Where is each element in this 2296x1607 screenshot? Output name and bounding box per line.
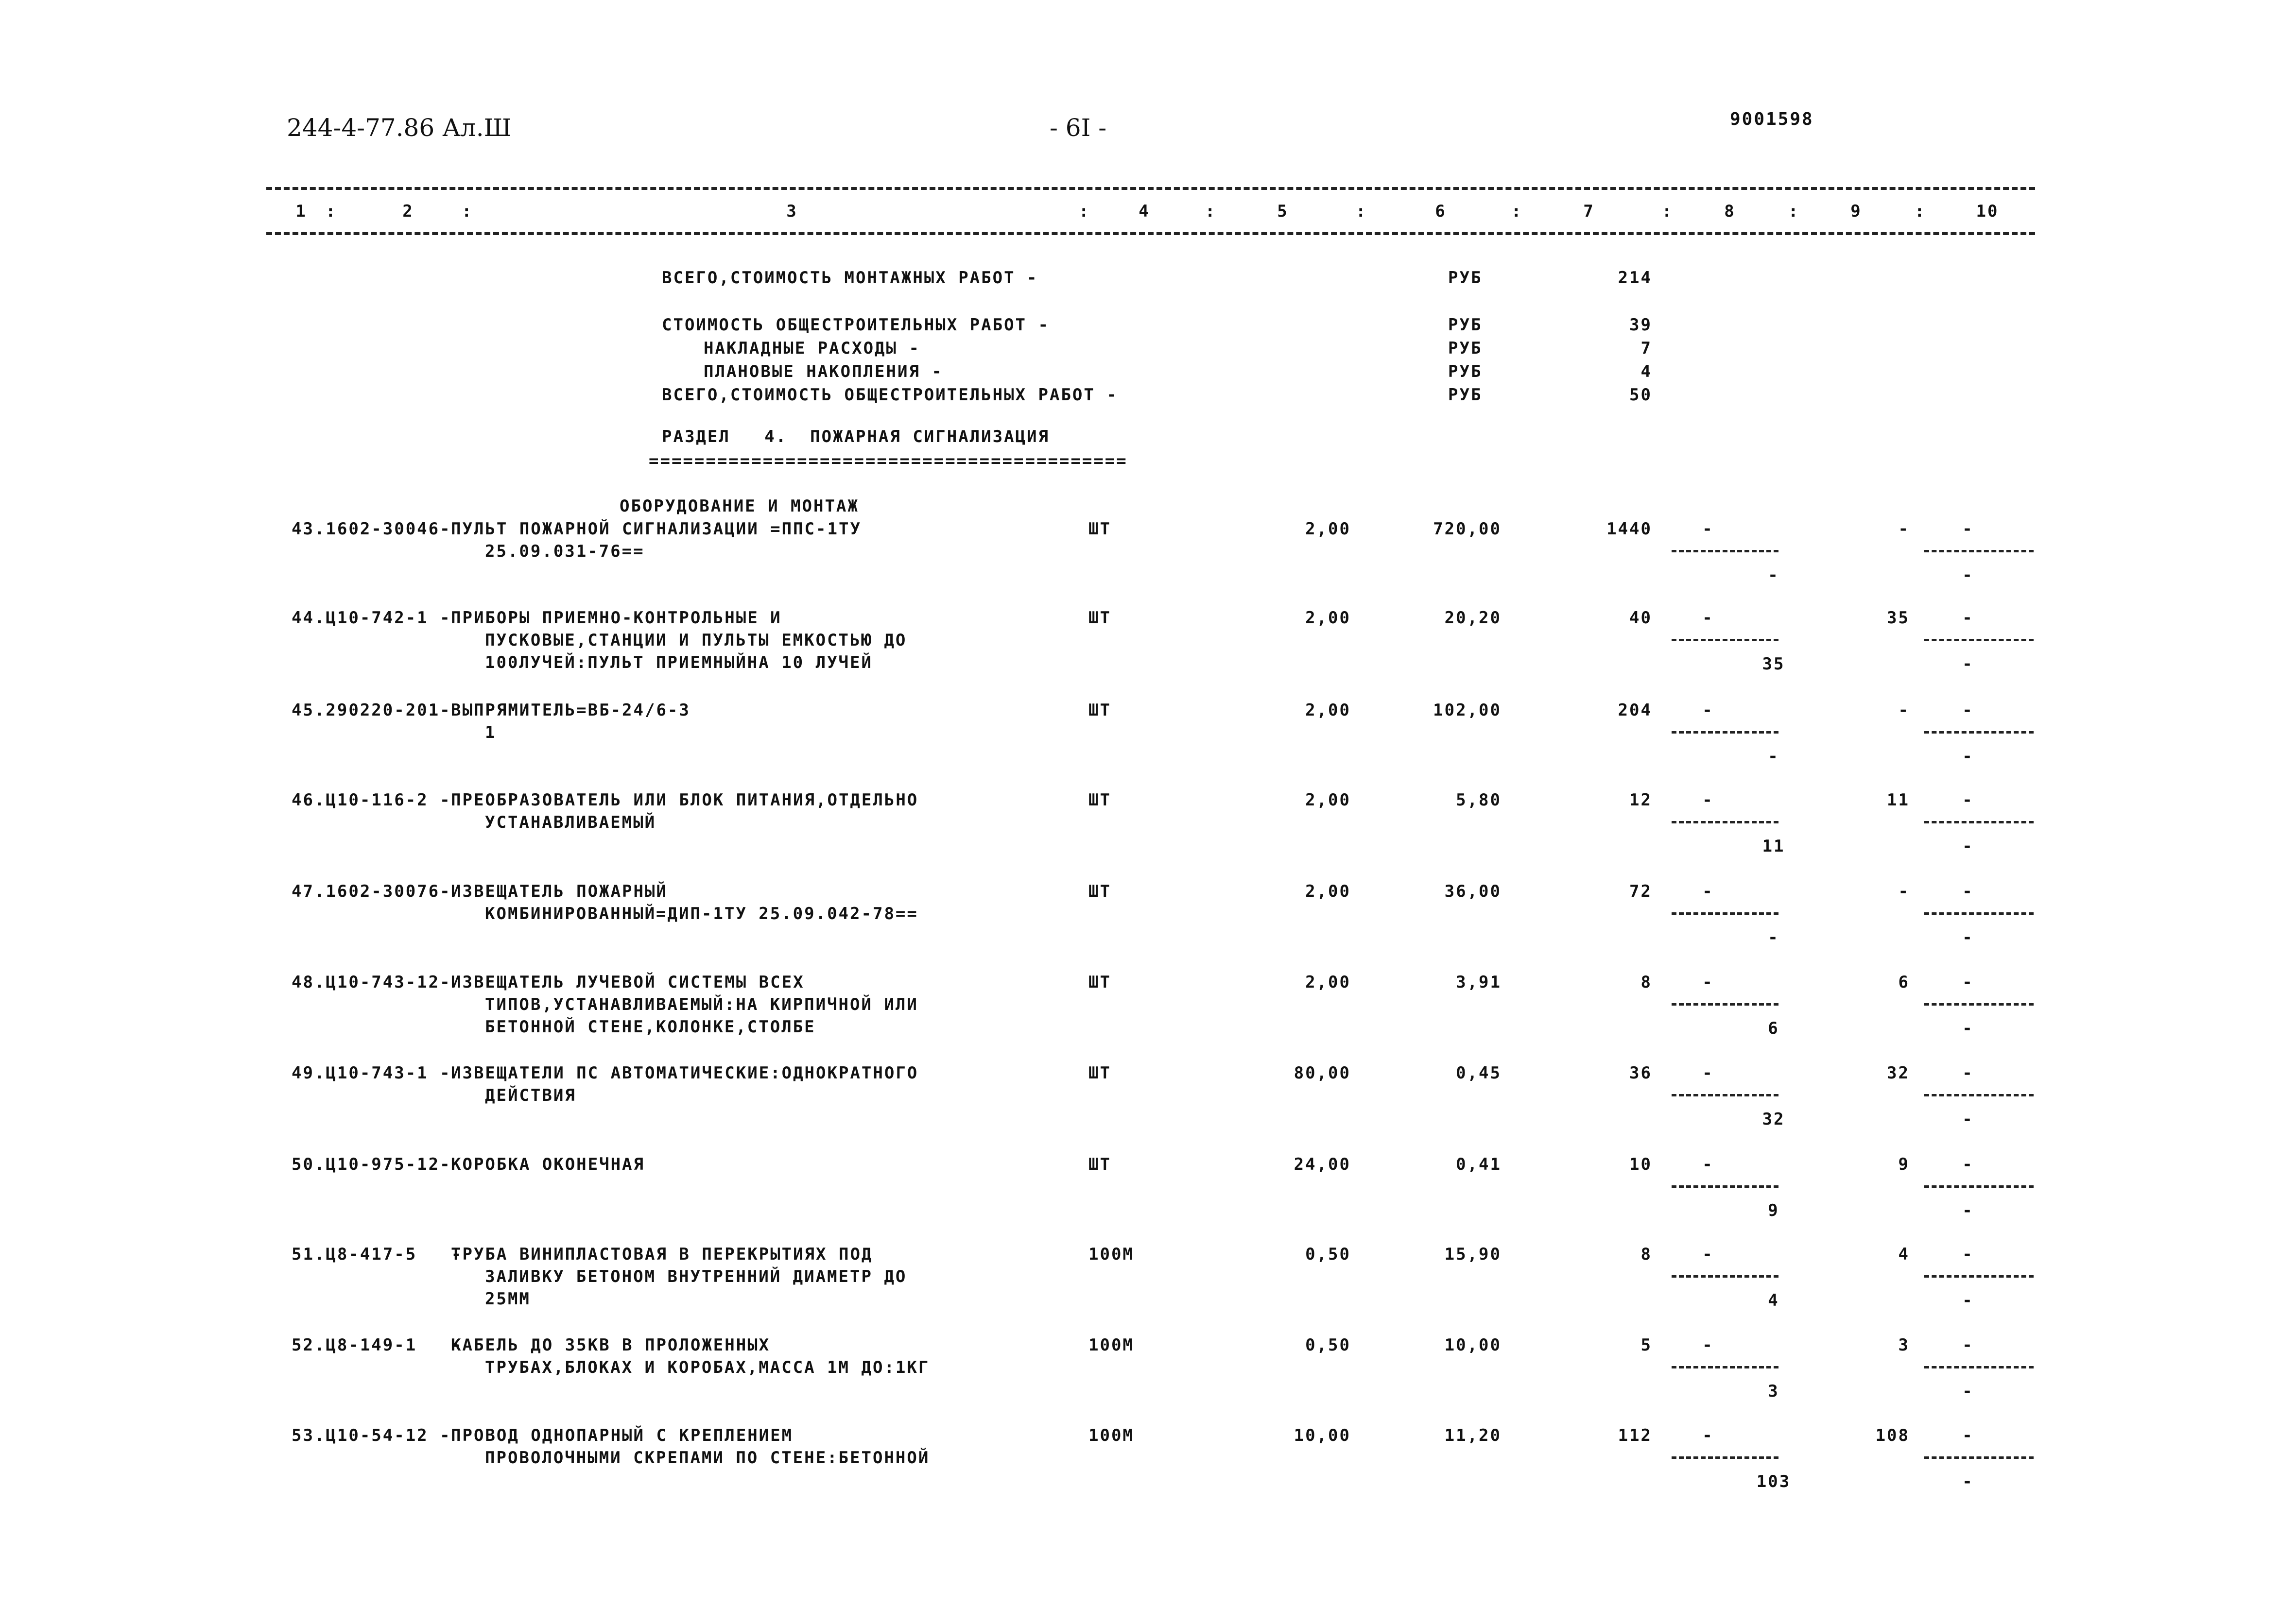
row-quantity: 24,00	[1294, 1155, 1351, 1174]
row-col10-subvalue: -	[1962, 837, 1974, 856]
row-col10-divider	[1924, 731, 2034, 734]
row-code: 47.1602-30076-	[292, 882, 451, 901]
row-description-line: ИЗВЕЩАТЕЛЬ ЛУЧЕВОЙ СИСТЕМЫ ВСЕХ	[451, 973, 805, 992]
column-separator: :	[1662, 202, 1674, 221]
row-col10-subvalue: -	[1962, 565, 1974, 585]
summary-value: 4	[1640, 362, 1652, 381]
row-col10-value: -	[1962, 701, 1974, 720]
row-unit: ШТ	[1088, 1155, 1111, 1174]
column-header-2: 2	[402, 202, 414, 221]
document-code: 244-4-77.86 Ал.Ш	[287, 114, 512, 142]
row-col8-divider	[1672, 1366, 1778, 1368]
row-code: 43.1602-30046-	[292, 519, 451, 539]
row-col8-divider	[1672, 1094, 1778, 1096]
column-separator: :	[1915, 202, 1926, 221]
page-number: - 6I -	[1050, 114, 1107, 142]
row-col10-value: -	[1962, 1063, 1974, 1083]
row-col10-divider	[1924, 639, 2034, 641]
row-col10-subvalue: -	[1962, 1110, 1974, 1129]
row-description-line: ДЕЙСТВИЯ	[485, 1086, 576, 1105]
row-col10-value: -	[1962, 1155, 1974, 1174]
row-col9-value: 11	[1887, 790, 1910, 810]
column-separator: :	[1205, 202, 1217, 221]
row-col10-subvalue: -	[1962, 747, 1974, 766]
row-col10-value: -	[1962, 973, 1974, 992]
row-col8-divider	[1672, 731, 1778, 734]
column-header-7: 7	[1583, 202, 1595, 221]
row-code: 44.Ц10-742-1 -	[292, 608, 451, 628]
row-description-line: 100ЛУЧЕЙ:ПУЛЬТ ПРИЕМНЫЙНА 10 ЛУЧЕЙ	[485, 653, 873, 672]
row-unit: ШТ	[1088, 882, 1111, 901]
row-quantity: 0,50	[1305, 1335, 1351, 1355]
row-total: 8	[1640, 973, 1652, 992]
row-description-line: ПРЕОБРАЗОВАТЕЛЬ ИЛИ БЛОК ПИТАНИЯ,ОТДЕЛЬНО	[451, 790, 919, 810]
row-col9-value: 9	[1898, 1155, 1910, 1174]
row-col8-divider	[1672, 1003, 1778, 1006]
row-code: 51.Ц8-417-5 -	[292, 1245, 463, 1264]
row-description-line: 25.09.031-76==	[485, 542, 645, 561]
summary-unit: РУБ	[1448, 315, 1483, 335]
row-col9-value: 108	[1875, 1426, 1910, 1445]
summary-label: ВСЕГО,СТОИМОСТЬ МОНТАЖНЫХ РАБОТ -	[662, 268, 1038, 288]
row-col10-value: -	[1962, 1335, 1974, 1355]
row-quantity: 10,00	[1294, 1426, 1351, 1445]
row-col8-subvalue: 103	[1756, 1472, 1791, 1491]
summary-value: 39	[1629, 315, 1652, 335]
column-separator: :	[462, 202, 473, 221]
row-quantity: 2,00	[1305, 608, 1351, 628]
column-header-6: 6	[1435, 202, 1447, 221]
row-unit: 100М	[1088, 1426, 1134, 1445]
row-col10-divider	[1924, 821, 2034, 823]
row-unit: ШТ	[1088, 608, 1111, 628]
column-separator: :	[326, 202, 337, 221]
row-col8-divider	[1672, 1456, 1778, 1459]
row-unit: ШТ	[1088, 519, 1111, 539]
row-col8-value: -	[1702, 1063, 1714, 1083]
row-unit-price: 3,91	[1456, 973, 1502, 992]
row-col10-divider	[1924, 1366, 2034, 1368]
column-separator: :	[1079, 202, 1090, 221]
row-col9-value: -	[1898, 519, 1910, 539]
row-code: 48.Ц10-743-12-	[292, 973, 451, 992]
row-col8-value: -	[1702, 973, 1714, 992]
row-quantity: 2,00	[1305, 882, 1351, 901]
row-unit-price: 36,00	[1444, 882, 1502, 901]
row-col8-divider	[1672, 912, 1778, 915]
row-col10-divider	[1924, 550, 2034, 552]
row-col10-subvalue: -	[1962, 928, 1974, 947]
column-header-10: 10	[1976, 202, 1999, 221]
summary-value: 50	[1629, 385, 1652, 405]
column-header-4: 4	[1139, 202, 1150, 221]
row-description-line: УСТАНАВЛИВАЕМЫЙ	[485, 813, 656, 832]
row-col8-subvalue: 6	[1768, 1019, 1779, 1038]
row-total: 12	[1629, 790, 1652, 810]
row-unit: ШТ	[1088, 1063, 1111, 1083]
section-underline: ==========================================	[649, 451, 1128, 471]
row-description-line: ЗАЛИВКУ БЕТОНОМ ВНУТРЕННИЙ ДИАМЕТР ДО	[485, 1267, 907, 1286]
row-col8-subvalue: -	[1768, 747, 1779, 766]
summary-value: 214	[1618, 268, 1652, 288]
row-col10-divider	[1924, 1003, 2034, 1006]
row-col8-subvalue: 32	[1762, 1110, 1785, 1129]
row-col8-divider	[1672, 1275, 1778, 1278]
row-col8-subvalue: -	[1768, 565, 1779, 585]
row-col10-divider	[1924, 1185, 2034, 1188]
row-col8-value: -	[1702, 1426, 1714, 1445]
row-col8-value: -	[1702, 1155, 1714, 1174]
row-total: 204	[1618, 701, 1652, 720]
row-description-line: КАБЕЛЬ ДО 35КВ В ПРОЛОЖЕННЫХ	[451, 1335, 771, 1355]
row-col10-value: -	[1962, 1245, 1974, 1264]
row-col10-divider	[1924, 1456, 2034, 1459]
summary-label: СТОИМОСТЬ ОБЩЕСТРОИТЕЛЬНЫХ РАБОТ -	[662, 315, 1050, 335]
row-col8-value: -	[1702, 882, 1714, 901]
row-description-line: ПУЛЬТ ПОЖАРНОЙ СИГНАЛИЗАЦИИ =ППС-1ТУ	[451, 519, 862, 539]
summary-unit: РУБ	[1448, 339, 1483, 358]
row-col8-subvalue: 11	[1762, 837, 1785, 856]
summary-unit: РУБ	[1448, 362, 1483, 381]
row-description-line: 1	[485, 723, 497, 742]
row-col10-subvalue: -	[1962, 1019, 1974, 1038]
row-unit: 100М	[1088, 1335, 1134, 1355]
row-col9-value: 4	[1898, 1245, 1910, 1264]
row-description-line: КОРОБКА ОКОНЕЧНАЯ	[451, 1155, 645, 1174]
column-separator: :	[1788, 202, 1800, 221]
row-col10-divider	[1924, 912, 2034, 915]
row-col8-value: -	[1702, 519, 1714, 539]
row-total: 112	[1618, 1426, 1652, 1445]
table-header-rule	[266, 232, 2035, 235]
summary-label: НАКЛАДНЫЕ РАСХОДЫ -	[704, 339, 920, 358]
column-header-9: 9	[1850, 202, 1862, 221]
row-description-line: 25ММ	[485, 1289, 531, 1309]
column-header-8: 8	[1724, 202, 1736, 221]
row-col9-value: 3	[1898, 1335, 1910, 1355]
row-col10-subvalue: -	[1962, 1201, 1974, 1220]
row-unit-price: 102,00	[1433, 701, 1502, 720]
row-col8-subvalue: 3	[1768, 1382, 1779, 1401]
row-code: 46.Ц10-116-2 -	[292, 790, 451, 810]
section-subtitle: ОБОРУДОВАНИЕ И МОНТАЖ	[620, 496, 859, 516]
row-description-line: БЕТОННОЙ СТЕНЕ,КОЛОНКЕ,СТОЛБЕ	[485, 1017, 816, 1037]
row-col8-value: -	[1702, 790, 1714, 810]
column-separator: :	[1356, 202, 1367, 221]
row-col10-value: -	[1962, 519, 1974, 539]
row-description-line: ИЗВЕЩАТЕЛИ ПС АВТОМАТИЧЕСКИЕ:ОДНОКРАТНОГО	[451, 1063, 919, 1083]
row-col10-divider	[1924, 1094, 2034, 1096]
row-col8-divider	[1672, 1185, 1778, 1188]
row-description-line: ТРУБАХ,БЛОКАХ И КОРОБАХ,МАССА 1М ДО:1КГ	[485, 1358, 930, 1377]
row-col10-value: -	[1962, 882, 1974, 901]
row-col10-subvalue: -	[1962, 1382, 1974, 1401]
row-col10-subvalue: -	[1962, 1472, 1974, 1491]
row-total: 40	[1629, 608, 1652, 628]
row-col9-value: 35	[1887, 608, 1910, 628]
summary-unit: РУБ	[1448, 268, 1483, 288]
row-description-line: ИЗВЕЩАТЕЛЬ ПОЖАРНЫЙ	[451, 882, 668, 901]
row-col8-subvalue: 4	[1768, 1291, 1779, 1310]
row-col8-value: -	[1702, 1335, 1714, 1355]
column-header-3: 3	[786, 202, 798, 221]
row-unit-price: 0,41	[1456, 1155, 1502, 1174]
row-total: 5	[1640, 1335, 1652, 1355]
summary-unit: РУБ	[1448, 385, 1483, 405]
row-total: 1440	[1606, 519, 1652, 539]
row-total: 8	[1640, 1245, 1652, 1264]
row-unit-price: 10,00	[1444, 1335, 1502, 1355]
row-code: 50.Ц10-975-12-	[292, 1155, 451, 1174]
row-description-line: ПРОВОЛОЧНЫМИ СКРЕПАМИ ПО СТЕНЕ:БЕТОННОЙ	[485, 1448, 930, 1468]
row-col10-subvalue: -	[1962, 1291, 1974, 1310]
row-col8-subvalue: 35	[1762, 654, 1785, 674]
row-description-line: КОМБИНИРОВАННЫЙ=ДИП-1ТУ 25.09.042-78==	[485, 904, 918, 923]
row-unit-price: 720,00	[1433, 519, 1502, 539]
row-quantity: 80,00	[1294, 1063, 1351, 1083]
row-col8-divider	[1672, 639, 1778, 641]
summary-label: ВСЕГО,СТОИМОСТЬ ОБЩЕСТРОИТЕЛЬНЫХ РАБОТ -	[662, 385, 1118, 405]
row-quantity: 2,00	[1305, 701, 1351, 720]
row-total: 36	[1629, 1063, 1652, 1083]
row-code: 45.290220-201-	[292, 701, 451, 720]
row-code: 49.Ц10-743-1 -	[292, 1063, 451, 1083]
row-col9-value: 32	[1887, 1063, 1910, 1083]
row-description-line: ТРУБА ВИНИПЛАСТОВАЯ В ПЕРЕКРЫТИЯХ ПОД	[451, 1245, 873, 1264]
row-total: 72	[1629, 882, 1652, 901]
row-col8-subvalue: 9	[1768, 1201, 1779, 1220]
row-code: 52.Ц8-149-1 -	[292, 1335, 463, 1355]
row-unit: ШТ	[1088, 973, 1111, 992]
column-header-5: 5	[1277, 202, 1289, 221]
row-col10-divider	[1924, 1275, 2034, 1278]
row-col8-divider	[1672, 550, 1778, 552]
row-col10-value: -	[1962, 608, 1974, 628]
row-total: 10	[1629, 1155, 1652, 1174]
row-col8-value: -	[1702, 1245, 1714, 1264]
table-top-rule	[266, 187, 2035, 190]
row-unit: ШТ	[1088, 701, 1111, 720]
summary-label: ПЛАНОВЫЕ НАКОПЛЕНИЯ -	[704, 362, 943, 381]
row-unit: ШТ	[1088, 790, 1111, 810]
row-description-line: ПРИБОРЫ ПРИЕМНО-КОНТРОЛЬНЫЕ И	[451, 608, 782, 628]
row-unit-price: 5,80	[1456, 790, 1502, 810]
row-quantity: 2,00	[1305, 790, 1351, 810]
archive-stamp-number: 9001598	[1730, 109, 1814, 129]
row-quantity: 2,00	[1305, 519, 1351, 539]
row-unit-price: 0,45	[1456, 1063, 1502, 1083]
row-unit-price: 20,20	[1444, 608, 1502, 628]
row-quantity: 0,50	[1305, 1245, 1351, 1264]
section-title: РАЗДЕЛ 4. ПОЖАРНАЯ СИГНАЛИЗАЦИЯ	[662, 427, 1050, 446]
row-col9-value: 6	[1898, 973, 1910, 992]
row-code: 53.Ц10-54-12 -	[292, 1426, 451, 1445]
row-col8-value: -	[1702, 701, 1714, 720]
row-col9-value: -	[1898, 701, 1910, 720]
summary-value: 7	[1640, 339, 1652, 358]
row-description-line: ПРОВОД ОДНОПАРНЫЙ С КРЕПЛЕНИЕМ	[451, 1426, 794, 1445]
row-description-line: ВЫПРЯМИТЕЛЬ=ВБ-24/6-3	[451, 701, 691, 720]
row-col8-value: -	[1702, 608, 1714, 628]
column-header-1: 1	[295, 202, 307, 221]
row-description-line: ТИПОВ,УСТАНАВЛИВАЕМЫЙ:НА КИРПИЧНОЙ ИЛИ	[485, 995, 918, 1014]
row-quantity: 2,00	[1305, 973, 1351, 992]
row-col10-value: -	[1962, 790, 1974, 810]
row-col10-subvalue: -	[1962, 654, 1974, 674]
row-col10-value: -	[1962, 1426, 1974, 1445]
row-unit-price: 11,20	[1444, 1426, 1502, 1445]
row-description-line: ПУСКОВЫЕ,СТАНЦИИ И ПУЛЬТЫ ЕМКОСТЬЮ ДО	[485, 631, 907, 650]
row-col8-divider	[1672, 821, 1778, 823]
row-unit-price: 15,90	[1444, 1245, 1502, 1264]
row-col9-value: -	[1898, 882, 1910, 901]
row-col8-subvalue: -	[1768, 928, 1779, 947]
row-unit: 100М	[1088, 1245, 1134, 1264]
column-separator: :	[1511, 202, 1523, 221]
